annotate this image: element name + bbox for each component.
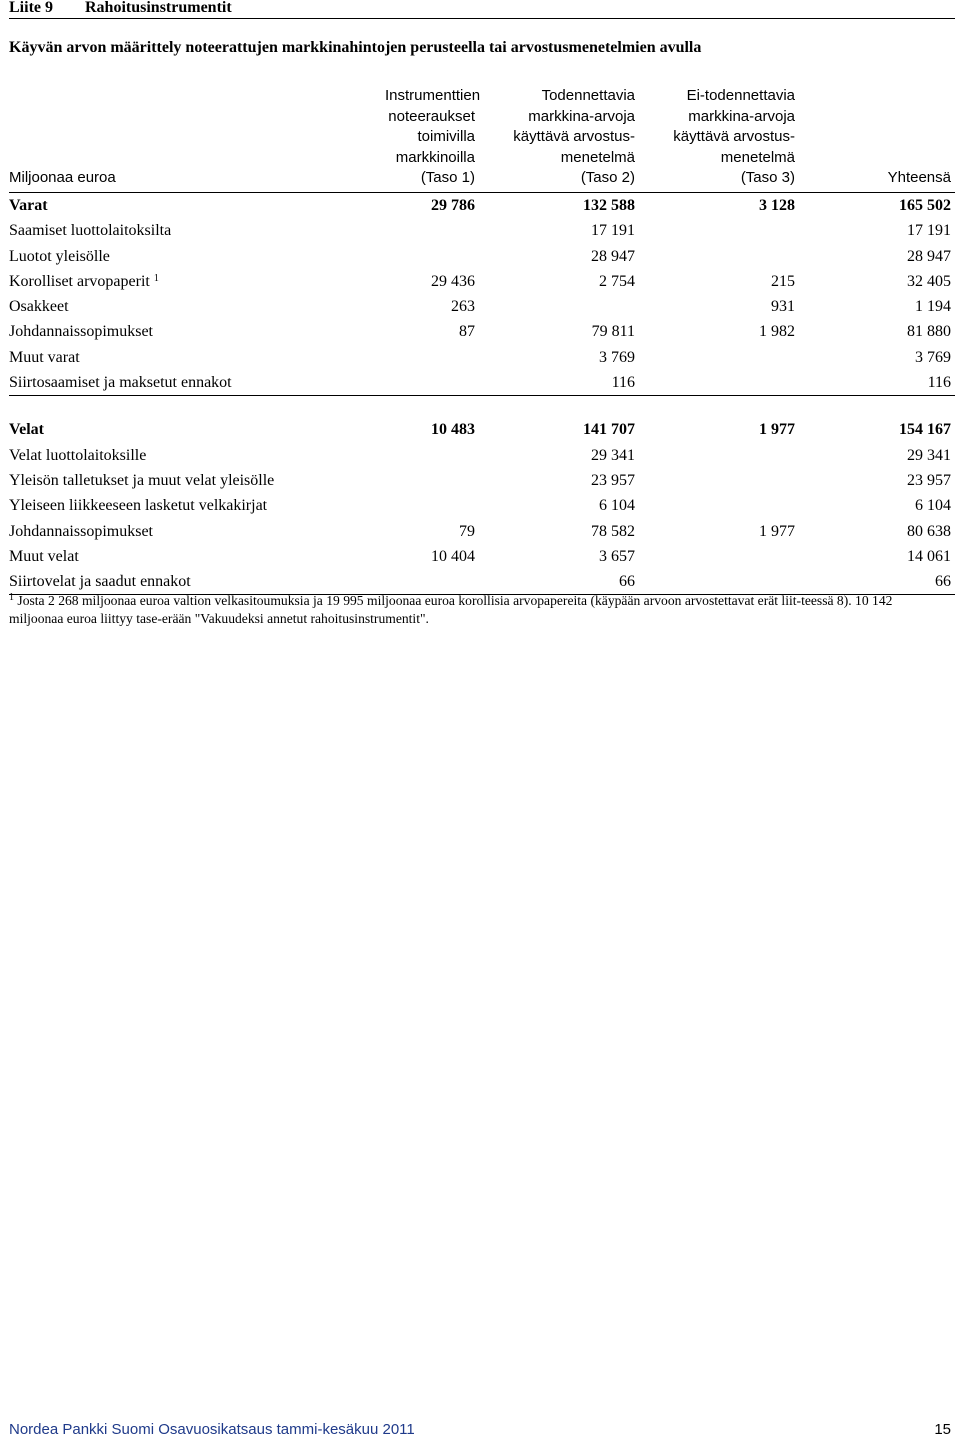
table-spacer [9,396,955,418]
cell-level2: 29 341 [591,446,635,464]
row-label: Johdannaissopimukset [9,323,153,341]
table-row [9,269,955,294]
cell-total: 6 104 [915,497,951,515]
cell-level1: 29 436 [431,272,475,290]
table-row [9,218,955,243]
cell-level3: 215 [771,272,795,290]
cell-total: 3 769 [915,348,951,366]
cell-level3 [643,443,803,468]
row-label: Korolliset arvopaperit [9,272,150,290]
cell-level3: 1 977 [759,522,795,540]
row-label: Varat [9,196,48,214]
header-line: (Taso 2) [580,169,635,187]
header-line: Instrumenttien [385,87,481,104]
header-line: (Taso 1) [420,169,475,187]
header-line: Ei-todennettavia [686,87,795,104]
column-header-label: Miljoonaa euroa [9,86,385,192]
cell-level2 [483,294,643,319]
cell-level1: 10 483 [431,421,475,439]
cell-level2: 28 947 [591,247,635,265]
table-row [9,345,955,370]
cell-level1: 29 786 [431,196,475,214]
footnote [9,592,937,628]
column-header-level1 [385,86,483,192]
row-label: Yleisön talletukset ja muut velat yleisölle [9,471,275,489]
header-line: käyttävä arvostus- [513,128,635,146]
table-row [9,244,955,269]
appendix-title: Rahoitusinstrumentit [85,0,232,16]
page-footer [9,1421,955,1441]
cell-level3: 3 128 [759,196,795,214]
cell-level2: 2 754 [599,272,635,290]
cell-level2: 17 191 [591,222,635,240]
row-label: Velat [9,421,44,439]
table-row [9,417,955,442]
cell-level1 [385,493,483,518]
publication-title: Nordea Pankki Suomi Osavuosikatsaus tammi-kesäkuu 2011 [9,1421,415,1438]
cell-level1: 10 404 [431,547,475,565]
row-label: Muut velat [9,547,79,565]
table-row [9,519,955,544]
footnote-reference: 1 [153,272,159,284]
table-row [9,493,955,518]
cell-total: 29 341 [907,446,951,464]
cell-total: 80 638 [907,522,951,540]
column-header-total: Yhteensä [803,86,955,192]
cell-level2: 3 657 [599,547,635,565]
header-line: menetelmä [560,148,635,166]
cell-level3 [643,244,803,269]
row-label: Velat luottolaitoksille [9,446,147,464]
cell-level2: 116 [483,370,643,396]
table-row [9,544,955,569]
cell-total: 32 405 [907,272,951,290]
cell-level1 [385,218,483,243]
table-row [9,443,955,468]
row-label: Siirtovelat ja saadut ennakot [9,569,385,595]
cell-level3: 931 [771,298,795,316]
table-header-row [9,86,955,192]
column-header-level2 [483,86,643,192]
fair-value-table [9,86,955,595]
cell-level1 [385,244,483,269]
row-label: Siirtosaamiset ja maksetut ennakot [9,370,385,396]
cell-total: 17 191 [907,222,951,240]
cell-level2: 66 [483,569,643,595]
cell-level2: 23 957 [591,471,635,489]
cell-level3: 1 977 [759,421,795,439]
header-line: noteeraukset [388,107,475,125]
footnote-text: Josta 2 268 miljoonaa euroa valtion velkasitoumuksia ja 19 995 miljoonaa euroa korollisia arvopapereita (käypään arvoon arvostettavat erät liit-teessä 8). 10 142 miljoonaa euroa liittyy tase-erään "Vakuudeksi annetut rahoitusinstrumentit". [9,593,893,626]
row-label: Osakkeet [9,298,69,316]
section-title: Käyvän arvon määrittely noteerattujen markkinahintojen perusteella tai arvostusmenetelmien avulla [9,39,702,56]
row-label: Muut varat [9,348,80,366]
header-line: markkina-arvoja [688,107,795,125]
cell-level3: 1 982 [759,323,795,341]
cell-level3 [643,468,803,493]
cell-total: 165 502 [899,196,951,214]
cell-total: 81 880 [907,323,951,341]
table-row [9,468,955,493]
header-line: markkina-arvoja [528,107,635,125]
row-label-with-footnote [9,269,385,294]
cell-level1 [385,370,483,396]
appendix-number: Liite 9 [9,0,53,16]
cell-level3 [643,345,803,370]
header-line: Todennettavia [541,87,635,104]
header-line: markkinoilla [395,148,475,166]
column-header-level3 [643,86,803,192]
footnote-marker: 1 [9,592,14,603]
cell-level1 [385,345,483,370]
cell-total: 154 167 [899,421,951,439]
header-line: käyttävä arvostus- [673,128,795,146]
cell-level3 [643,544,803,569]
row-label: Yleiseen liikkeeseen lasketut velkakirjat [9,497,268,515]
cell-level3 [643,218,803,243]
row-label: Luotot yleisölle [9,247,110,265]
cell-level1: 79 [459,522,475,540]
cell-level3 [643,493,803,518]
table-row [9,192,955,218]
cell-level2: 3 769 [599,348,635,366]
cell-level2: 132 588 [583,196,635,214]
cell-level2: 79 811 [591,323,635,341]
page-number: 15 [934,1421,951,1438]
cell-total: 1 194 [915,298,951,316]
cell-total: 14 061 [907,547,951,565]
cell-total: 23 957 [907,471,951,489]
cell-level1 [385,443,483,468]
row-label: Saamiset luottolaitoksilta [9,222,172,240]
cell-level2: 6 104 [599,497,635,515]
cell-total: 116 [803,370,955,396]
page-header [9,0,955,19]
table-row [9,294,955,319]
cell-level2: 141 707 [583,421,635,439]
cell-level1 [385,468,483,493]
header-line: menetelmä [720,148,795,166]
row-label: Johdannaissopimukset [9,522,153,540]
cell-level1: 263 [451,298,475,316]
header-line: (Taso 3) [740,169,795,187]
table-row [9,319,955,344]
cell-total: 28 947 [907,247,951,265]
cell-total: 66 [803,569,955,595]
cell-level1: 87 [459,323,475,341]
table-row [9,370,955,396]
header-line: toimivilla [417,128,475,146]
cell-level3 [643,370,803,396]
cell-level2: 78 582 [591,522,635,540]
